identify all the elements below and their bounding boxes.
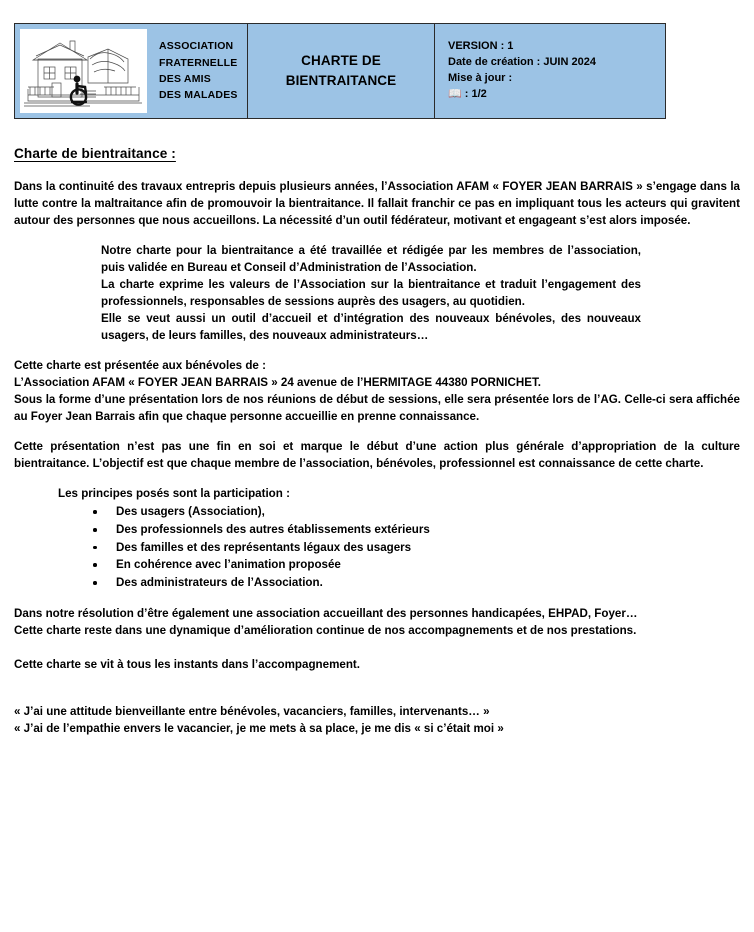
header-cell-version	[435, 24, 666, 119]
list-item: Des administrateurs de l’Association.	[14, 574, 740, 592]
list-item: Des usagers (Association),	[14, 503, 740, 521]
update-date: Mise à jour :	[448, 71, 513, 84]
creation-date: Date de création : JUIN 2024	[448, 55, 596, 68]
charter-block-paragraph-2: La charte exprime les valeurs de l’Association sur la bientraitance et traduit l’engagement des professionnels, responsables de sessions auprès des usagers, au quotidien.	[101, 278, 641, 309]
quote-line-1: « J’ai une attitude bienveillante entre bénévoles, vacanciers, familles, intervenants… »	[14, 704, 490, 718]
charter-block-paragraph-3: Elle se veut aussi un outil d’accueil et d’intégration des nouveaux bénévoles, des nouveaux usagers, de leurs familles, des nouveaux administrateurs…	[101, 312, 641, 343]
spacer	[14, 686, 740, 703]
intro-paragraph: Dans la continuité des travaux entrepris depuis plusieurs années, l’Association AFAM « FOYER JEAN BARRAIS » s’engage dans la lutte contre la maltraitance afin de promouvoir la bientraitance. Il fallait franchir ce pas en impliquant tous les acteurs qui gravitent autour des personnes que nous accueillons. La nécessité d’un outil fédérateur, motivant et engageant s’est alors imposée.	[14, 179, 740, 228]
document-title-line-2: BIENTRAITANCE	[285, 73, 397, 88]
association-building-wheelchair-logo	[20, 29, 147, 113]
version-number: VERSION : 1	[448, 40, 514, 53]
page-indicator	[448, 86, 665, 103]
resolution-line-1: Dans notre résolution d’être également une association accueillant des personnes handicapées, EHPAD, Foyer…	[14, 606, 638, 620]
resolution-section	[14, 605, 740, 639]
living-charter-line: Cette charte se vit à tous les instants dans l’accompagnement.	[14, 657, 360, 671]
document-title	[248, 45, 434, 96]
open-book-icon: 📖	[448, 87, 462, 101]
list-item: En cohérence avec l’animation proposée	[14, 556, 740, 574]
page-indicator-value: : 1/2	[464, 88, 487, 101]
list-item: Des professionnels des autres établissements extérieurs	[14, 521, 740, 539]
association-name-line-4: DES MALADES	[159, 89, 238, 102]
association-name	[147, 38, 243, 103]
document-body	[14, 144, 740, 737]
header-cell-logo	[15, 24, 248, 119]
objective-paragraph: Cette présentation n’est pas une fin en soi et marque le début d’une action plus générale d’appropriation de la culture bientraitance. L’objectif est que chaque membre de l’association, bénévoles, professionnel est connaissance de cette charte.	[14, 440, 740, 471]
presentation-paragraph: Sous la forme d’une présentation lors de nos réunions de début de sessions, elle sera présentée lors de l’AG. Celle-ci sera affichée au Foyer Jean Barrais afin que chaque personne accueillie en prenne connaissance.	[14, 393, 740, 424]
header-row	[15, 24, 666, 119]
quote-line-2: « J’ai de l’empathie envers le vacancier, je me mets à sa place, je me dis « si c’était moi »	[14, 721, 504, 735]
principles-intro: Les principes posés sont la participation :	[58, 487, 290, 501]
spacer	[14, 639, 740, 656]
indented-charter-block	[101, 242, 641, 344]
presentation-line-2: L’Association AFAM « FOYER JEAN BARRAIS » 24 avenue de l’HERMITAGE 44380 PORNICHET.	[14, 376, 541, 390]
charter-block-paragraph-1: Notre charte pour la bientraitance a été travaillée et rédigée par les membres de l’association, puis validée en Bureau et Conseil d’Administration de l’Association.	[101, 244, 641, 275]
document-title-line-1: CHARTE DE	[301, 53, 381, 69]
page-title: Charte de bientraitance :	[14, 146, 176, 161]
principles-list	[14, 503, 740, 591]
header-cell-title	[248, 24, 435, 119]
association-name-line-1: ASSOCIATION	[159, 40, 234, 53]
quotes-section	[14, 703, 740, 737]
version-info	[435, 30, 665, 111]
association-name-line-2: FRATERNELLE	[159, 56, 238, 69]
association-name-line-3: DES AMIS	[159, 73, 211, 85]
presentation-section	[14, 357, 740, 425]
document-header-table	[14, 23, 666, 119]
list-item: Des familles et des représentants légaux des usagers	[14, 539, 740, 557]
presentation-line-1: Cette charte est présentée aux bénévoles de :	[14, 359, 266, 373]
resolution-line-2: Cette charte reste dans une dynamique d’amélioration continue de nos accompagnements et de nos prestations.	[14, 623, 637, 637]
